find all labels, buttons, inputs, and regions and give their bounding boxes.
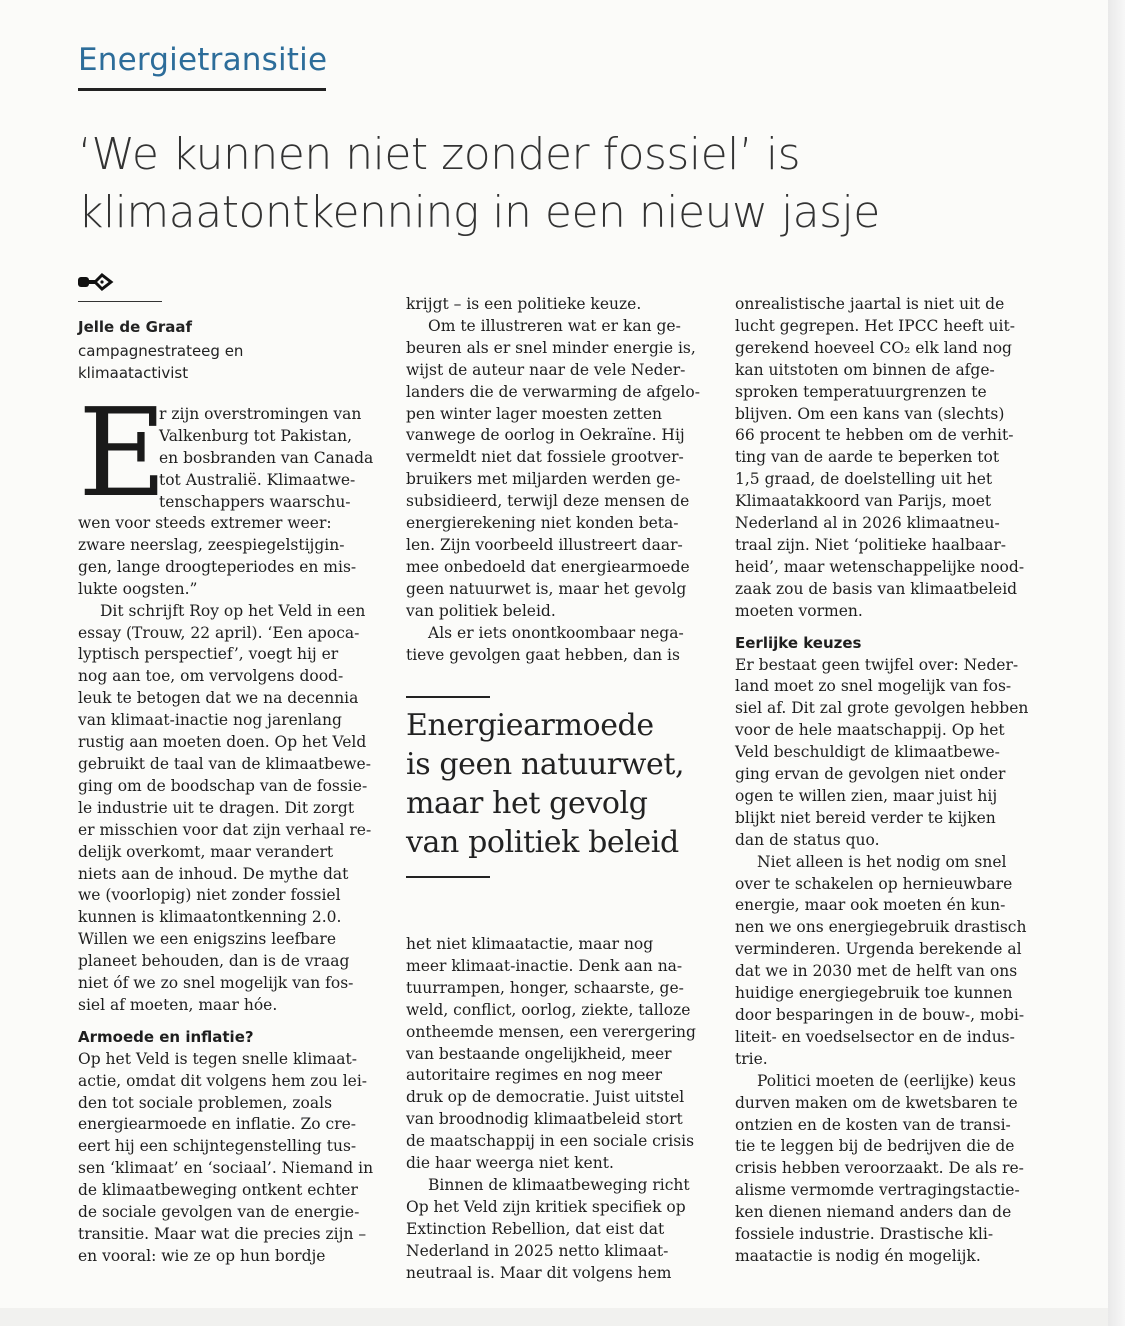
text-line: moeten vormen. [735, 601, 863, 620]
text-line: kunnen is klimaatontkenning 2.0. [78, 908, 342, 927]
text-line: Nederland in 2025 netto klimaat- [406, 1241, 669, 1260]
text-line: ken dienen niemand anders dan de [735, 1203, 1012, 1222]
text-line: land moet zo snel mogelijk van fos- [735, 677, 1012, 696]
text-line: alisme vermomde vertragingstactie- [735, 1181, 1020, 1200]
text-line: gebruikt de taal van de klimaatbewe- [78, 754, 371, 773]
text-line: sproken temperatuurgrenzen te [735, 382, 987, 401]
text-line: neutraal is. Maar dit volgens hem [406, 1263, 672, 1282]
text-line: tieve gevolgen gaat hebben, dan is [406, 645, 680, 664]
text-line: pen winter lager moesten zetten [406, 404, 662, 423]
text-line: rustig aan moeten doen. Op het Veld [78, 733, 367, 752]
text-line: Op het Veld zijn kritiek specifiek op [406, 1197, 686, 1216]
column-3 [735, 294, 1028, 1268]
text-line: zware neerslag, zeespiegelstijgin- [78, 535, 345, 554]
text-line: we (voorlopig) niet zonder fossiel [78, 886, 341, 905]
headline-line: ‘We kunnen niet zonder fossiel’ is [78, 129, 800, 180]
text-line: van politiek beleid. [406, 601, 556, 620]
text-line: dat we in 2030 met de helft van ons [735, 962, 1018, 981]
text-line: Veld beschuldigt de klimaatbewe- [735, 743, 1000, 762]
text-line: door besparingen in de bouw-, mobi- [735, 1006, 1025, 1024]
text-line: sen ‘klimaat’ en ‘sociaal’. Niemand in [78, 1159, 374, 1178]
text-line: bruikers met miljarden werden ge- [406, 470, 681, 489]
text-line: trie. [735, 1049, 768, 1068]
text-line: actie, omdat dit volgens hem zou lei- [78, 1071, 368, 1090]
text-line: r zijn overstromingen van [159, 405, 362, 423]
text-line: ontzien en de kosten van de transi- [735, 1115, 1011, 1134]
text-line: fossiele industrie. Drastische kli- [735, 1225, 994, 1244]
headline-line: klimaatontkenning in een nieuw jasje [78, 187, 880, 238]
page-edge [1108, 0, 1125, 1326]
text-line: verminderen. Urgenda berekende al [735, 940, 1022, 959]
text-line: lyptisch perspectief’, voegt hij er [78, 645, 339, 664]
text-line: crisis hebben veroorzaakt. De als re- [735, 1159, 1024, 1178]
text-line: siel af. Dit zal grote gevolgen hebben [735, 699, 1029, 718]
text-line: maatactie is nodig én mogelijk. [735, 1246, 981, 1265]
text-line: ontheemde mensen, een verergering [406, 1022, 696, 1041]
text-line: essay (Trouw, 22 april). ‘Een apoca- [78, 623, 360, 642]
headline [78, 126, 1078, 242]
text-line: Om te illustreren wat er kan ge- [428, 316, 681, 335]
section-underline [78, 88, 326, 91]
text-line: lukte oogsten.” [78, 579, 198, 598]
text-line: eert hij een schijntegenstelling tus- [78, 1137, 357, 1156]
text-line: tenschappers waarschu- [159, 492, 351, 511]
text-line: liteit- en voedselsector en de indus- [735, 1027, 1015, 1046]
text-line: ogen te willen zien, maar juist hij [735, 786, 998, 805]
text-line: huidige energiegebruik toe kunnen [735, 984, 1013, 1003]
text-line: Op het Veld is tegen snelle klimaat- [78, 1049, 357, 1068]
text-line: tuurrampen, honger, schaarste, ge- [406, 978, 684, 997]
text-line: Valkenburg tot Pakistan, [159, 426, 353, 445]
text-line: gen, lange droogteperiodes en mis- [78, 557, 357, 576]
column-1-body [78, 513, 373, 1268]
text-line: de klimaatbeweging ontkent echter [78, 1181, 358, 1200]
text-line: Binnen de klimaatbeweging richt [428, 1175, 690, 1194]
text-line: ging om de boodschap van de fossie- [78, 776, 368, 795]
author-role-line: klimaatactivist [78, 364, 189, 382]
text-line: er misschien voor dat zijn verhaal re- [78, 820, 372, 839]
pullquote [406, 706, 696, 862]
text-line: het niet klimaatactie, maar nog [406, 935, 654, 953]
text-line: ging ervan de gevolgen niet onder [735, 765, 1006, 784]
text-line: Klimaatakkoord van Parijs, moet [735, 492, 992, 511]
text-line: geen natuurwet is, maar het gevolg [406, 579, 687, 598]
text-line: niets aan de inhoud. De mythe dat [78, 864, 349, 883]
text-line: planeet behouden, dan is de vraag [78, 952, 350, 971]
text-line: Als er iets onontkoombaar nega- [428, 623, 684, 642]
text-line: en vooral: wie ze op hun bordje [78, 1246, 326, 1265]
text-line: blijven. Om een kans van (slechts) [735, 404, 1005, 423]
column-2-top [406, 294, 700, 666]
text-line: den tot sociale problemen, zoals [78, 1093, 333, 1112]
text-line: voor de hele maatschappij. Op het [735, 721, 1005, 740]
text-line: delijk overkomt, maar verandert [78, 842, 334, 861]
text-line: de maatschappij in een sociale crisis [406, 1132, 695, 1151]
text-line: gerekend hoeveel CO₂ elk land nog [735, 338, 1012, 357]
text-line: druk op de democratie. Juist uitstel [406, 1088, 685, 1107]
text-line: energierekening niet konden beta- [406, 514, 679, 533]
text-line: wen voor steeds extremer weer: [78, 514, 332, 532]
text-line: Nederland al in 2026 klimaatneu- [735, 514, 1000, 533]
text-line: zaak zou de basis van klimaatbeleid [735, 579, 1018, 598]
text-line: siel af moeten, maar hóe. [78, 995, 278, 1014]
text-line: 66 procent te hebben om de verhit- [735, 426, 1014, 445]
subheading: Armoede en inflatie? [78, 1027, 254, 1046]
text-line: nen we ons energiegebruik drastisch [735, 918, 1027, 937]
text-line: en bosbranden van Canada [159, 448, 374, 467]
page-bottom-margin [0, 1308, 1108, 1326]
text-line: dan de status quo. [735, 830, 880, 849]
text-line: vermeldt niet dat fossiele grootver- [406, 448, 684, 467]
text-line: tie te leggen bij de bedrijven die de [735, 1137, 1015, 1156]
column-2-bottom [406, 934, 696, 1285]
text-line: van bestaande ongelijkheid, meer [406, 1044, 672, 1063]
text-line: meer klimaat-inactie. Denk aan na- [406, 956, 683, 975]
text-line: Dit schrijft Roy op het Veld in een [100, 601, 366, 620]
pullquote-line: maar het gevolg [406, 786, 648, 821]
section-label: Energietransitie [78, 42, 328, 78]
text-line: Niet alleen is het nodig om snel [757, 852, 1007, 871]
text-line: wijst de auteur naar de vele Neder- [406, 360, 686, 379]
text-line: Politici moeten de (eerlijke) keus [757, 1071, 1016, 1090]
text-line: landers die de verwarming de afgelo- [406, 382, 700, 401]
text-line: len. Zijn voorbeeld illustreert daar- [406, 535, 683, 554]
text-line: leuk te betogen dat we na decennia [78, 689, 359, 708]
text-line: van broodnodig klimaatbeleid stort [406, 1110, 683, 1129]
text-line: Er bestaat geen twijfel over: Neder- [735, 655, 1019, 674]
text-line: vanwege de oorlog in Oekraïne. Hij [406, 426, 685, 445]
text-line: autoritaire regimes en nog meer [406, 1066, 662, 1085]
paragraph-gap [735, 623, 1028, 633]
text-line: beuren als er snel minder energie is, [406, 338, 696, 357]
text-line: Willen we een enigszins leefbare [78, 930, 336, 949]
text-line: tot Australië. Klimaatwe- [159, 470, 356, 489]
paragraph-gap [78, 1017, 373, 1027]
text-line: energiearmoede en inflatie. Zo cre- [78, 1115, 357, 1134]
fountain-pen-icon [78, 272, 118, 292]
text-line: weld, conflict, oorlog, ziekte, talloze [406, 1000, 691, 1019]
text-line: over te schakelen op hernieuwbare [735, 874, 1013, 893]
text-line: traal zijn. Niet ‘politieke haalbaar- [735, 535, 1007, 554]
text-line: mee onbedoeld dat energiearmoede [406, 557, 690, 576]
text-line: ting van de aarde te beperken tot [735, 448, 1000, 467]
pullquote-rule-top [406, 696, 490, 698]
author-role [78, 340, 318, 384]
subheading: Eerlijke keuzes [735, 633, 862, 652]
author-name: Jelle de Graaf [78, 318, 193, 336]
pullquote-line: Energiearmoede [406, 708, 654, 743]
text-line: transitie. Maar wat die precies zijn – [78, 1225, 367, 1243]
text-line: kan uitstoten om binnen de afge- [735, 360, 995, 379]
text-line: onrealistische jaartal is niet uit de [735, 295, 1005, 313]
text-line: Extinction Rebellion, dat eist dat [406, 1219, 665, 1238]
text-line: krijgt – is een politieke keuze. [406, 295, 642, 313]
text-line: de sociale gevolgen van de energie- [78, 1203, 360, 1222]
pullquote-rule-bottom [406, 876, 490, 878]
text-line: niet óf we zo snel mogelijk van fos- [78, 974, 354, 993]
text-line: le industrie uit te dragen. Dit zorgt [78, 798, 355, 817]
text-line: energie, maar ook moeten én kun- [735, 896, 1006, 915]
text-line: heid’, maar wetenschappelijke nood- [735, 557, 1025, 576]
text-line: lucht gegrepen. Het IPCC heeft uit- [735, 316, 1015, 335]
pullquote-line: is geen natuurwet, [406, 747, 685, 782]
text-line: nog aan toe, om vervolgens dood- [78, 667, 344, 686]
author-role-line: campagnestrateeg en [78, 342, 244, 360]
text-line: blijkt niet bereid verder te kijken [735, 808, 996, 827]
byline-divider [78, 301, 162, 302]
drop-cap: E [78, 382, 168, 524]
text-line: subsidieerd, terwijl deze mensen de [406, 492, 690, 511]
text-line: 1,5 graad, de doelstelling uit het [735, 470, 993, 489]
text-line: durven maken om de kwetsbaren te [735, 1093, 1018, 1112]
text-line: die haar weerga niet kent. [406, 1154, 614, 1173]
column-1-intro [159, 404, 373, 514]
pullquote-line: van politiek beleid [406, 825, 679, 860]
text-line: van klimaat-inactie nog jarenlang [78, 711, 342, 730]
